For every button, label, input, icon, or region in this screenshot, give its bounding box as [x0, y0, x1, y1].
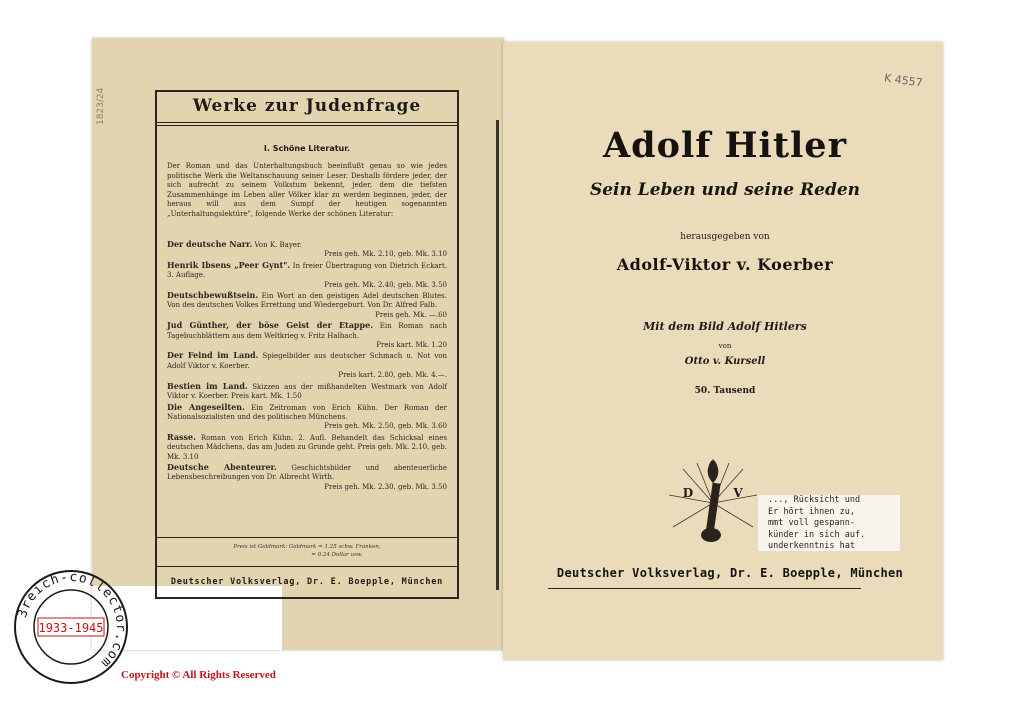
slip-line: ..., Rücksicht und [768, 495, 861, 505]
image-note: Mit dem Bild Adolf Hitlers [643, 320, 807, 333]
slip-text [768, 495, 888, 553]
book-title: Adolf Hitler [602, 125, 848, 166]
entry-price: Preis kart. 2.80, geb. Mk. 4.—. [338, 371, 447, 380]
publisher-left: Deutscher Volksverlag, Dr. E. Boepple, München [170, 577, 444, 587]
intro-text: Der Roman und das Unterhaltungsbuch beeinflußt genau so wie jedes politische Werk die Weltanschauung seiner Leser. Deshalb fördere jeder, der sich aufrecht zu seinem Volkstum bekennt, jeder, dem die tiefsten Zusammenhänge im Leben aller Völker klar zu werden beginnen, jeder, der heraus will aus dem Sumpf der heutigen sogenannten „Unterhaltungslektüre", folgende Werke der schönen Literatur: [167, 162, 447, 218]
currency-note: Preis ist Goldmark: Goldmark = 1.25 schw. Franken, [233, 544, 381, 550]
entry-title: Die Angeseilten. [167, 401, 245, 412]
divider [157, 537, 457, 538]
slip-line: Er hört ihnen zu, [768, 506, 855, 517]
list-item [167, 463, 447, 492]
entry-text: Ein Wort an den geistigen Adel deutschen Blutes. Von des deutschen Volkes Errettung und Wiedergeburt. Von Dr. Alfred Falb. [167, 292, 447, 310]
list-title: Werke zur Judenfrage [192, 96, 422, 116]
editor-name: Adolf-Viktor v. Koerber [616, 255, 834, 274]
spine-rule [496, 120, 499, 590]
entry-text: Ein Zeitroman von Erich Kühn. Der Roman der Nationalsozialisten und des politischen Münchens. [167, 403, 447, 421]
divider [157, 125, 457, 126]
entry-price: Preis geh. Mk. 2.30, geb. Mk. 3.50 [324, 482, 447, 491]
list-item [167, 433, 447, 462]
entry-title: Jud Günther, der böse Geist der Etappe. [167, 320, 373, 331]
edition-label: 50. Tausend [694, 386, 756, 396]
book-entries [167, 240, 447, 493]
divider [157, 566, 457, 567]
entry-price: Preis geh. Mk. 2.10, geb. Mk. 3.10 [324, 250, 447, 259]
section-heading: I. Schöne Literatur. [263, 144, 351, 153]
list-item [167, 261, 447, 290]
divider [548, 588, 861, 589]
edited-by-label: herausgegeben von [680, 232, 770, 242]
entry-text: Geschichtsbilder und abenteuerliche Lebensbeschreibungen von Dr. Albrecht Wirth. [167, 463, 447, 482]
emblem-letter-d: D [682, 486, 694, 500]
entry-text: In freier Übertragung von Dietrich Eckart. 3. Auflage. [167, 261, 447, 280]
entry-price: Preis geh. Mk. 2.50, geb. Mk. 3.60 [324, 422, 447, 431]
slip-line: künder in sich auf. [768, 529, 866, 540]
entry-text: Ein Roman nach Tagebuchblättern aus dem Weltkrieg v. Fritz Halbach. [167, 322, 447, 340]
stamp-ring-text: 3reich-collector.com [15, 569, 129, 671]
list-item [167, 240, 447, 260]
list-item [167, 403, 447, 432]
stamp-years: 1933-1945 [38, 621, 104, 635]
emblem-letter-v: V [733, 486, 743, 500]
artist-name: Otto v. Kursell [684, 356, 766, 367]
currency-note-2: = 0.24 Dollar usw. [311, 552, 363, 558]
copyright-notice: Copyright © All Rights Reserved [121, 669, 276, 681]
book-list-frame [155, 90, 459, 599]
entry-text: Roman von Erich Kühn. 2. Aufl. Behandelt das Schicksal eines deutschen Mädchens, das am Juden zu Grunde geht. Preis geh. Mk. 2.10, geb. Mk. 3.10 [167, 433, 447, 461]
entry-price: Preis geh. Mk. —.60 [375, 310, 447, 319]
entry-text: Spiegelbilder aus deutscher Schmach u. Not von Adolf Viktor v. Koerber. [167, 352, 447, 370]
list-item [167, 382, 447, 402]
entry-title: Der deutsche Narr. [167, 239, 253, 249]
slip-line: underkenntnis hat [768, 541, 855, 551]
list-item [167, 291, 447, 320]
entry-price: Preis kart. Mk. 1.20 [376, 341, 447, 350]
entry-title: Rasse. [167, 431, 196, 442]
by-label: von [718, 342, 732, 350]
divider [157, 122, 457, 123]
book-subtitle: Sein Leben und seine Reden [589, 180, 861, 200]
list-item [167, 321, 447, 350]
pencil-note-left: 1823/24 [96, 87, 106, 125]
slip-line: mmt voll gespann- [768, 518, 855, 528]
entry-text: Skizzen aus der mißhandelten Westmark von Adolf Viktor v. Koerber. Preis kart. Mk. 1.50 [167, 382, 447, 401]
entry-price: Preis geh. Mk. 2.40, geb. Mk. 3.50 [324, 280, 447, 289]
torch-emblem [665, 455, 761, 551]
publisher-right: Deutscher Volksverlag, Dr. E. Boepple, München [556, 566, 904, 580]
entry-title: Henrik Ibsens „Peer Gynt". [167, 259, 291, 270]
entry-title: Deutsche Abenteurer. [167, 461, 277, 472]
entry-title: Bestien im Land. [167, 380, 248, 391]
entry-title: Der Feind im Land. [167, 350, 259, 361]
entry-title: Deutschbewußtsein. [167, 290, 259, 301]
list-item [167, 351, 447, 380]
collector-stamp [12, 568, 130, 686]
entry-text: Von K. Bayer. [252, 241, 302, 249]
pencil-note-right: K 4557 [883, 71, 924, 90]
